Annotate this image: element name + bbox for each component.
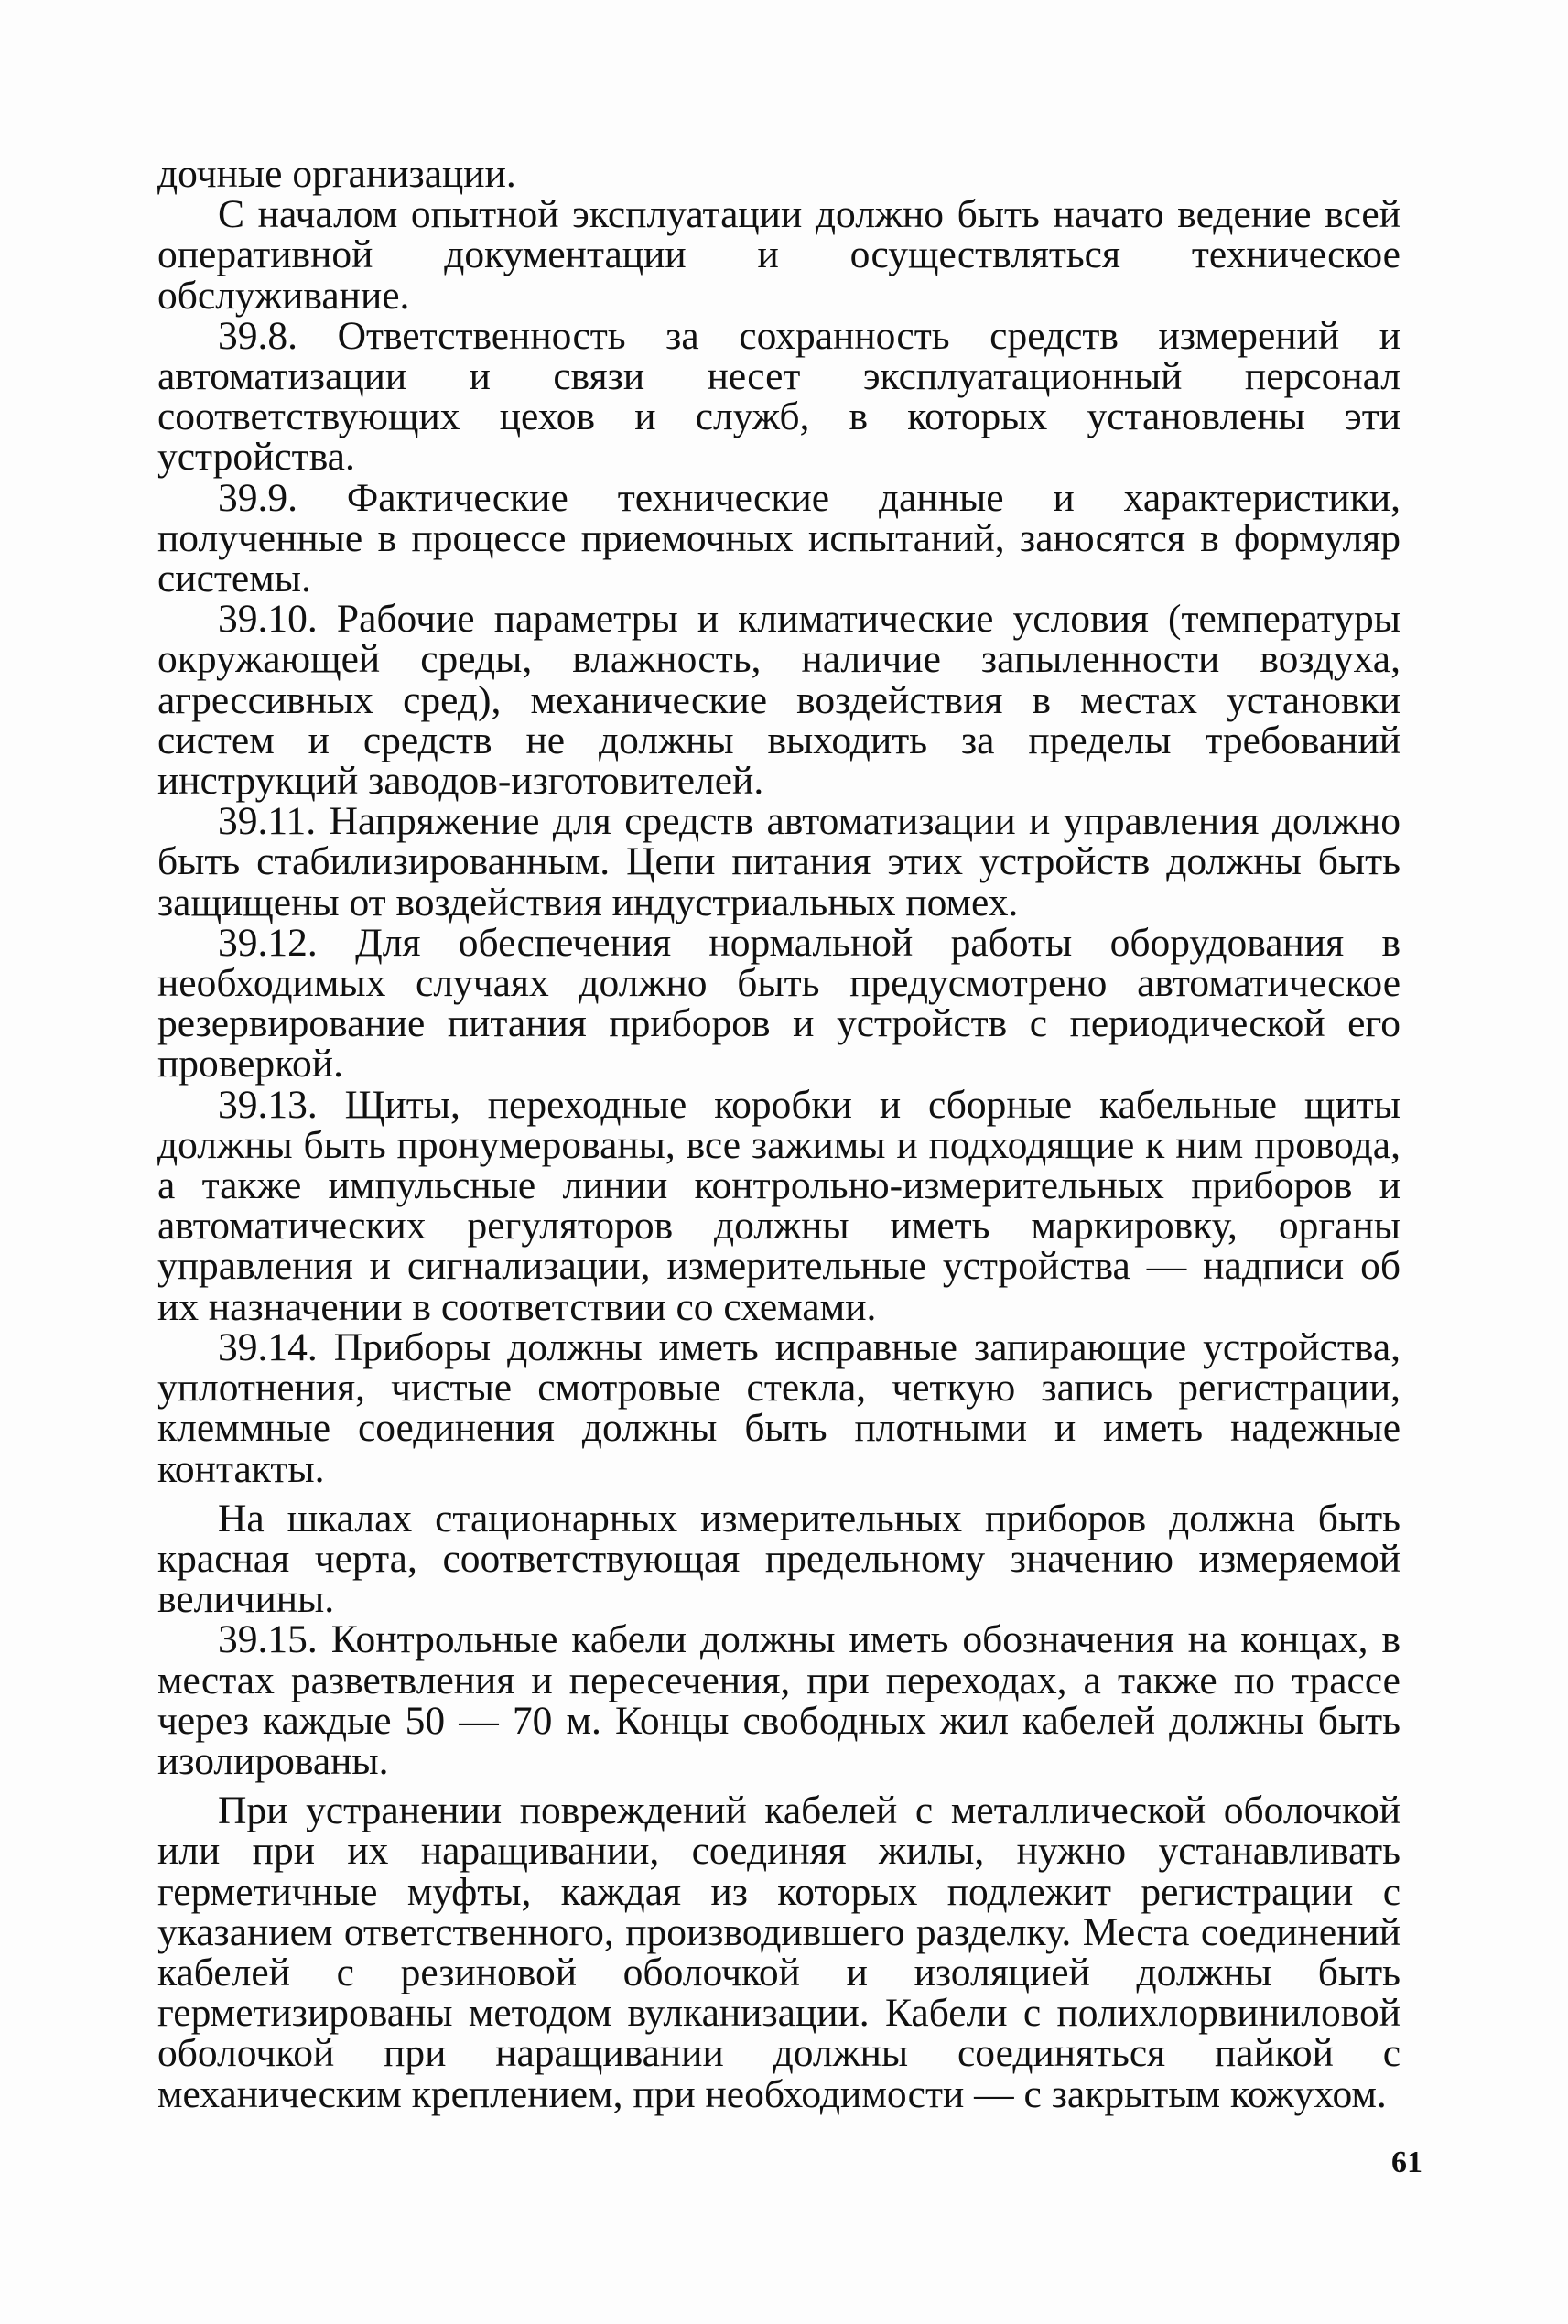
- body-text: [157, 154, 1400, 2114]
- paragraph-39-13: 39.13. Щиты, переходные коробки и сборные кабельные щиты должны быть пронумерованы, все зажимы и подходящие к ним провода, а также импульсные линии контрольно-измерительных приборов и автоматических регуляторов должны иметь маркировку, органы управления и сигнализации, измерительные устройства — надписи об их назначении в соответствии со схемами.: [157, 1082, 1400, 1329]
- page-number: 61: [1391, 2146, 1422, 2179]
- paragraph-continuation: дочные организации.: [157, 152, 516, 196]
- paragraph-39-9: 39.9. Фактические технические данные и характеристики, полученные в процессе приемочных испытаний, заносятся в формуляр системы.: [157, 475, 1400, 601]
- paragraph-39-12: 39.12. Для обеспечения нормальной работы оборудования в необходимых случаях должно быть предусмотрено автоматическое резервирование питания приборов и устройств с периодической его проверкой.: [157, 920, 1400, 1086]
- paragraph-39-15: 39.15. Контрольные кабели должны иметь обозначения на концах, в местах разветвления и пересечения, при переходах, а также по трассе через каждые 50 — 70 м. Концы свободных жил кабелей должны быть изолированы.: [157, 1617, 1400, 1783]
- paragraph-39-11: 39.11. Напряжение для средств автоматизации и управления должно быть стабилизированным. Цепи питания этих устройств должны быть защищены от воздействия индустриальных помех.: [157, 799, 1400, 924]
- paragraph-39-14: 39.14. Приборы должны иметь исправные запирающие устройства, уплотнения, чистые смотровые стекла, четкую запись регистрации, клеммные соединения должны быть плотными и иметь надежные контакты.: [157, 1324, 1400, 1491]
- paragraph-39-10: 39.10. Рабочие параметры и климатические условия (температуры окружающей среды, влажность, наличие запыленности воздуха, агрессивных сред), механические воздействия в местах установки систем и средств не должны выходить за пределы требований инструкций заводов-изготовителей.: [157, 597, 1400, 804]
- paragraph-cable-repair: При устранении повреждений кабелей с металлической оболочкой или при их наращивании, соединяя жилы, нужно устанавливать герметичные муфты, каждая из которых подлежит регистрации с указанием ответственного, производившего разделку. Места соединений кабелей с резиновой оболочкой и изоляцией должны быть герметизированы методом вулканизации. Кабели с полихлорвиниловой оболочкой при наращивании должны соединяться пайкой с механическим креплением, при необходимости — с закрытым кожухом.: [157, 1789, 1400, 2116]
- paragraph-39-8: 39.8. Ответственность за сохранность средств измерений и автоматизации и связи несет эксплуатационный персонал соответствующих цехов и служб, в которых установлены эти устройства.: [157, 313, 1400, 480]
- paragraph-trial-operation: С началом опытной эксплуатации должно быть начато ведение всей оперативной документации и осуществляться техническое обслуживание.: [157, 192, 1400, 318]
- paragraph-scale-red-line: На шкалах стационарных измерительных приборов должна быть красная черта, соответствующая предельному значению измеряемой величины.: [157, 1496, 1400, 1622]
